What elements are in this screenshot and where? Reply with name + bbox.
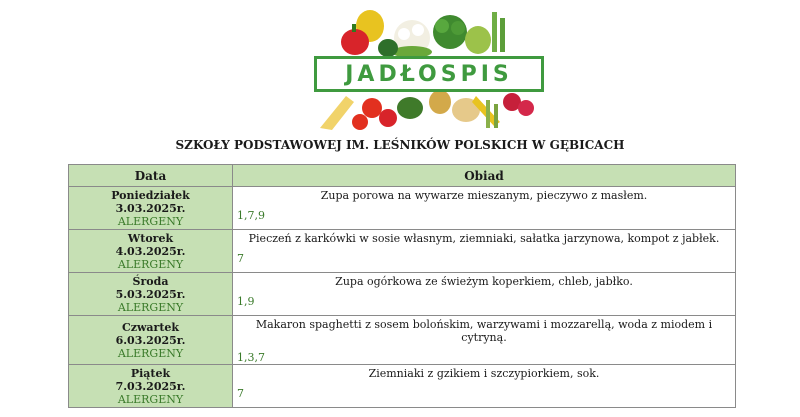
day-name: Poniedziałek <box>111 188 190 202</box>
jadlospis-banner <box>300 4 550 132</box>
meal-description: Zupa porowa na wywarze mieszanym, pieczywo z masłem. <box>320 189 648 202</box>
meal-allergens: 7 <box>237 387 244 400</box>
day-name: Piątek <box>130 366 171 380</box>
menu-table <box>68 164 736 408</box>
table-row <box>69 187 736 230</box>
day-name: Środa <box>132 274 169 288</box>
meal-description: Makaron spaghetti z sosem bolońskim, warzywami i mozzarellą, woda z miodem i cytryną. <box>255 318 713 344</box>
day-cell <box>69 365 233 408</box>
header-lunch: Obiad <box>233 165 736 187</box>
meal-allergens: 7 <box>237 252 244 265</box>
day-date: 7.03.2025r. <box>115 379 186 393</box>
meal-cell <box>233 365 736 408</box>
meal-cell <box>233 230 736 273</box>
allergen-label: ALERGENY <box>117 300 184 314</box>
day-date: 3.03.2025r. <box>115 201 186 215</box>
meal-allergens: 1,9 <box>237 295 255 308</box>
day-date: 6.03.2025r. <box>115 333 186 347</box>
table-row <box>69 316 736 365</box>
table-row <box>69 273 736 316</box>
meal-description: Pieczeń z karkówki w sosie własnym, ziemniaki, sałatka jarzynowa, kompot z jabłek. <box>248 232 720 245</box>
table-row <box>69 365 736 408</box>
allergen-label: ALERGENY <box>117 392 184 406</box>
meal-cell <box>233 316 736 365</box>
table-header-row <box>69 165 736 187</box>
school-subtitle: SZKOŁY PODSTAWOWEJ IM. LEŚNIKÓW POLSKICH W GĘBICACH <box>175 138 625 152</box>
day-cell <box>69 187 233 230</box>
day-date: 4.03.2025r. <box>115 244 186 258</box>
day-cell <box>69 230 233 273</box>
header-date: Data <box>69 165 233 187</box>
meal-allergens: 1,7,9 <box>237 209 265 222</box>
allergen-label: ALERGENY <box>117 214 184 228</box>
day-cell <box>69 316 233 365</box>
day-date: 5.03.2025r. <box>115 287 186 301</box>
meal-allergens: 1,3,7 <box>237 351 265 364</box>
allergen-label: ALERGENY <box>117 257 184 271</box>
meal-description: Zupa ogórkowa ze świeżym koperkiem, chleb, jabłko. <box>335 275 633 288</box>
day-cell <box>69 273 233 316</box>
allergen-label: ALERGENY <box>117 346 184 360</box>
meal-cell <box>233 187 736 230</box>
day-name: Czwartek <box>121 320 180 334</box>
meal-cell <box>233 273 736 316</box>
banner-title-box <box>314 56 544 92</box>
table-row <box>69 230 736 273</box>
day-name: Wtorek <box>127 231 174 245</box>
banner-title: JADŁOSPIS <box>345 61 513 87</box>
meal-description: Ziemniaki z gzikiem i szczypiorkiem, sok. <box>368 367 600 380</box>
